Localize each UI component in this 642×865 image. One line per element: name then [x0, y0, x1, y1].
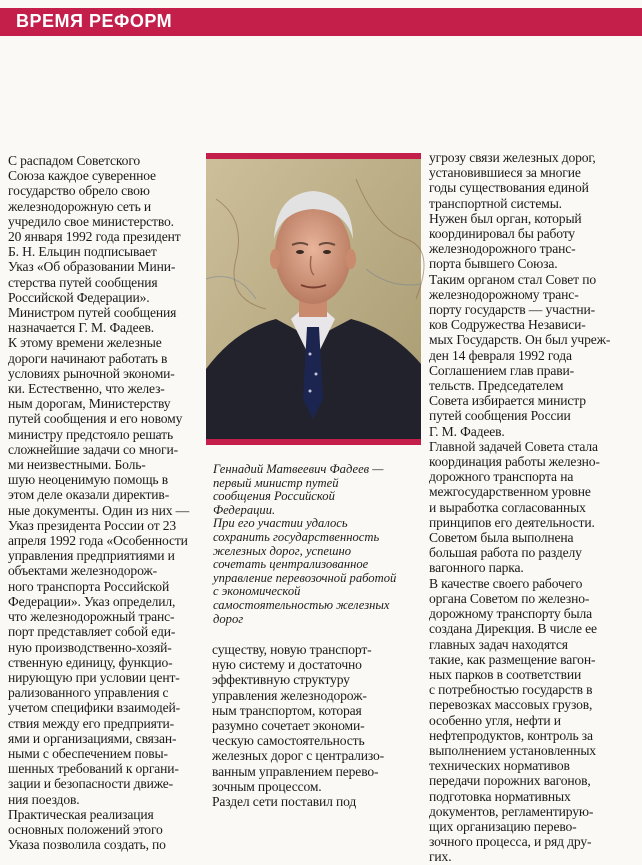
paragraph: В качестве своего рабочего органа Советом по железно- дорожному транспорту была создана Дирекция. В числе ее главных задач находятся такие, как размещение вагон- ных парков в соответствии с потребностью государств в перевозках массовых грузов, особенно угля, нефти и нефтепродуктов, контроль за выполнением установленных технических нормативов передачи порожних вагонов, подготовка нормативных документов, регламентирую- щих организацию перево- зочного процесса, и ряд дру- гих.: [429, 575, 597, 865]
portrait-photo-frame: [206, 153, 421, 445]
paragraph: Раздел сети поставил под: [212, 794, 357, 810]
caption-text: При его участии удалось сохранить государственность железных дорог, успешно сочетать централизованное управление перевозочной работой с экономической самостоятельностью железных дорог: [213, 516, 397, 626]
paragraph: существу, новую транспорт- ную систему и достаточно эффективную структуру управления железнодорож- ным транспортом, которая разумно сочетает экономи- ческую самостоятельность железных дорог с централизо- ванным управлением перево- зочным процессом.: [212, 642, 385, 794]
paragraph: С распадом Советского Союза каждое суверенное государство обрело свою железнодорожную сеть и учредило свое министерство. 20 января 1992 года президент Б. Н. Ельцин подписывает Указ «Об образовании Мини- стерства путей сообщения Российской Федерации». Министром путей сообщения назначается Г. М. Фадеев. К этому времени железные дороги начинают работать в условиях рыночной экономи- ки. Естественно, что желез- ным дорогам, Министерству путей сообщения и его новому министру предстояло решать сложнейшие задачи со многи- ми неизвестными. Боль- шую неоценимую помощь в этом деле оказали директив- ные документы. Один из них — Указ президента России от 23 апреля 1992 года «Особенности управления предприятиями и объектами железнодорож- ного транспорта Российской Федерации». Указ определил, что железнодорожный транс- порт представляет собой еди- ную производственно-хозяй- ственную единицу, функцио- нирующую при условии цент- рализованного управления с учетом специфики взаимодей- ствия между его предприяти- ями и организациями, связан- ными с обеспечением повы- шенных требований к органи- зации и безопасности движе- ния поездов.: [8, 153, 190, 807]
section-header-bar: [0, 8, 642, 36]
caption-name: Геннадий Матвеевич Фадеев — первый министр путей сообщения Российской Федерации.: [213, 462, 384, 517]
article-column-2: [212, 642, 417, 809]
portrait-photo: [206, 159, 421, 439]
paragraph: Практическая реализация основных положений этого Указа позволила создать, по: [8, 806, 166, 853]
photo-caption: [213, 463, 418, 626]
article-column-1: [8, 153, 206, 852]
photo-bottom-rule: [206, 439, 421, 445]
paragraph: Главной задачей Совета стала координация работы железно- дорожного транспорта на межгосударственном уровне и выработка согласованных принципов его деятельности. Советом была выполнена большая работа по разделу вагонного парка.: [429, 438, 600, 576]
paragraph: угрозу связи железных дорог, установившиеся за многие годы существования единой транспортной системы. Нужен был орган, который координировал бы работу железнодорожного транс- порта бывшего Союза. Таким органом стал Совет по железнодорожному транс- порту государств — участни- ков Содружества Независи- мых Государств. Он был учреж- ден 14 февраля 1992 года Соглашением глав прави- тельств. Председателем Совета избирается министр путей сообщения России Г. М. Фадеев.: [429, 150, 611, 439]
article-column-3: [429, 150, 634, 865]
section-title: ВРЕМЯ РЕФОРМ: [16, 11, 173, 31]
